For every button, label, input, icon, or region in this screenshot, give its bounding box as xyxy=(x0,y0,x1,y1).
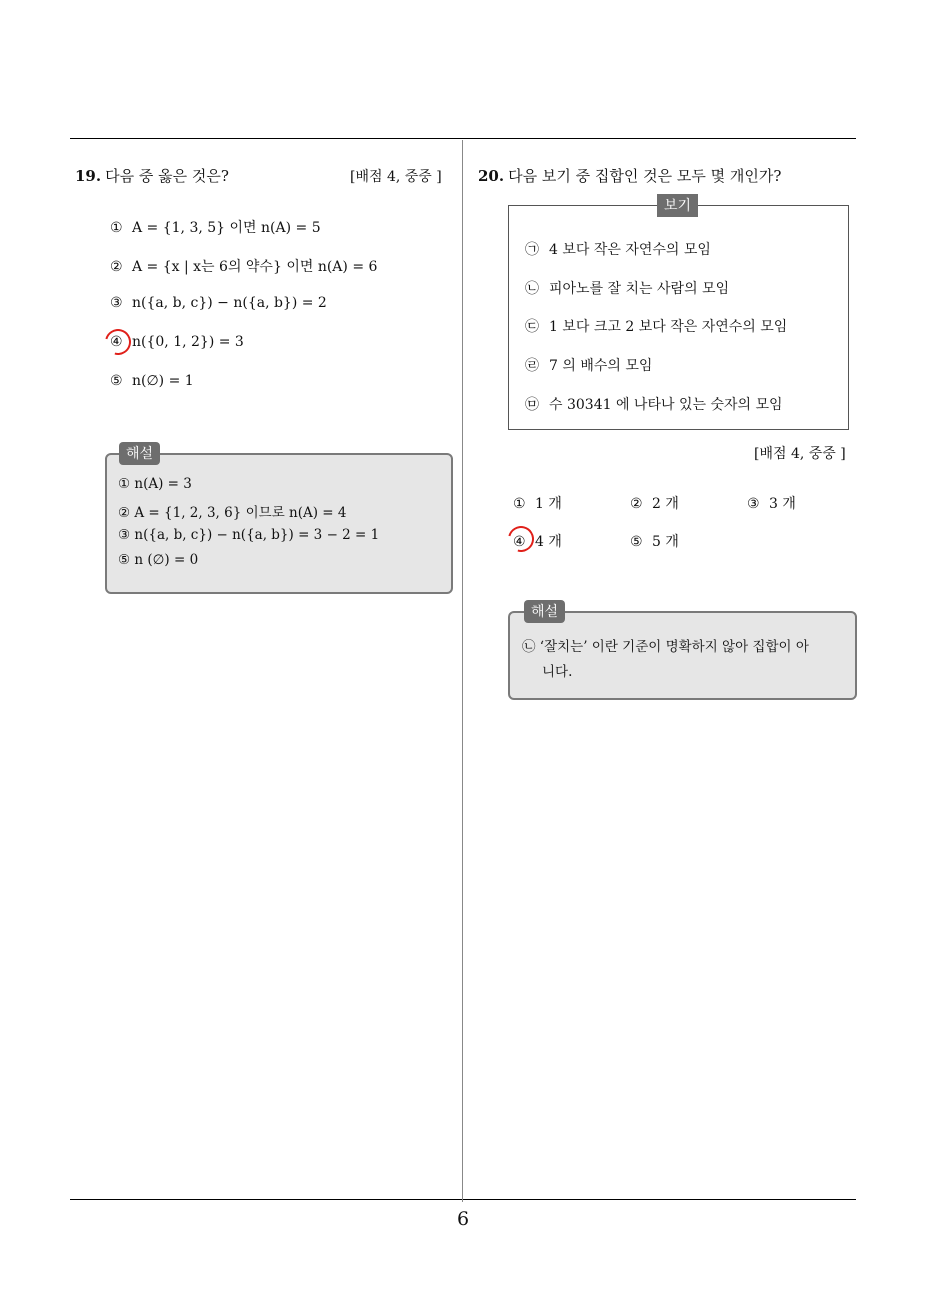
choice-number: ④ xyxy=(110,334,123,350)
answer-circle-mark-icon xyxy=(503,521,539,557)
q20-item-3 xyxy=(525,316,787,336)
q19-solution-line: ② A = {1, 2, 3, 6} 이므로 n(A) = 4 xyxy=(118,505,347,521)
choice-text: n({a, b, c}) − n({a, b}) = 2 xyxy=(132,295,327,311)
q20-choice-1[interactable] xyxy=(513,493,562,513)
question-19-text: 다음 중 옳은 것은? xyxy=(105,167,229,185)
answer-circle-mark-icon xyxy=(100,324,136,360)
top-rule xyxy=(70,138,856,139)
item-text: 4 보다 작은 자연수의 모임 xyxy=(549,242,711,258)
choice-number: ④ xyxy=(513,534,526,550)
question-20-score: [배점 4, 중중 ] xyxy=(754,446,846,462)
q19-solution-line: ③ n({a, b, c}) − n({a, b}) = 3 − 2 = 1 xyxy=(118,527,380,543)
q19-solution-line: ⑤ n (∅) = 0 xyxy=(118,552,199,568)
question-19-number: 19. xyxy=(75,167,102,185)
item-marker: ㉣ xyxy=(525,358,539,374)
choice-text: 1 개 xyxy=(535,496,562,512)
q20-example-tag: 보기 xyxy=(657,194,698,217)
choice-text: 5 개 xyxy=(652,534,679,550)
q19-choice-3[interactable] xyxy=(110,295,327,311)
choice-number: ② xyxy=(630,496,643,512)
item-text: 7 의 배수의 모임 xyxy=(549,358,653,374)
q20-solution-line: ㉡ ‘잘치는’ 이란 기준이 명확하지 않아 집합이 아 xyxy=(522,639,809,655)
choice-text: 2 개 xyxy=(652,496,679,512)
q20-item-2 xyxy=(525,278,729,298)
question-20-header xyxy=(478,165,781,186)
page-number: 6 xyxy=(456,1208,470,1230)
question-20-text: 다음 보기 중 집합인 것은 모두 몇 개인가? xyxy=(508,167,782,185)
choice-number: ⑤ xyxy=(110,373,123,389)
item-text: 1 보다 크고 2 보다 작은 자연수의 모임 xyxy=(549,319,788,335)
q20-item-1 xyxy=(525,239,711,259)
question-20-number: 20. xyxy=(478,167,505,185)
choice-text: 3 개 xyxy=(769,496,796,512)
q20-choice-3[interactable] xyxy=(747,493,796,513)
bottom-rule xyxy=(70,1199,856,1200)
q19-solution-tag: 해설 xyxy=(119,442,160,465)
question-19-header xyxy=(75,165,229,186)
choice-text: A = {1, 3, 5} 이면 n(A) = 5 xyxy=(132,220,321,236)
q19-choice-5[interactable] xyxy=(110,373,194,389)
item-text: 피아노를 잘 치는 사람의 모임 xyxy=(549,281,730,297)
q20-choice-2[interactable] xyxy=(630,493,679,513)
item-marker: ㉡ xyxy=(525,281,539,297)
column-divider xyxy=(462,140,463,1202)
q20-solution-tag: 해설 xyxy=(524,600,565,623)
item-marker: ㉢ xyxy=(525,319,539,335)
item-text: 수 30341 에 나타나 있는 숫자의 모임 xyxy=(549,397,783,413)
q20-solution-line: 니다. xyxy=(542,664,573,680)
choice-text: n(∅) = 1 xyxy=(132,373,194,389)
q20-solution-box xyxy=(508,611,857,700)
item-marker: ㉠ xyxy=(525,242,539,258)
choice-number: ⑤ xyxy=(630,534,643,550)
choice-number: ① xyxy=(513,496,526,512)
choice-number: ② xyxy=(110,259,123,275)
q20-item-4 xyxy=(525,355,652,375)
item-marker: ㉤ xyxy=(525,397,539,413)
q19-solution-line: ① n(A) = 3 xyxy=(118,476,192,492)
choice-number: ① xyxy=(110,220,123,236)
choice-number: ③ xyxy=(110,295,123,311)
q19-choice-1[interactable] xyxy=(110,217,321,237)
q20-item-5 xyxy=(525,394,783,414)
q19-solution-box xyxy=(105,453,453,594)
question-19-score: [배점 4, 중중 ] xyxy=(350,169,442,185)
q19-choice-2[interactable] xyxy=(110,256,377,276)
choice-text: A = {x | x는 6의 약수} 이면 n(A) = 6 xyxy=(132,259,378,275)
q20-choice-5[interactable] xyxy=(630,531,679,551)
choice-text: 4 개 xyxy=(535,534,562,550)
choice-text: n({0, 1, 2}) = 3 xyxy=(132,334,244,350)
choice-number: ③ xyxy=(747,496,760,512)
